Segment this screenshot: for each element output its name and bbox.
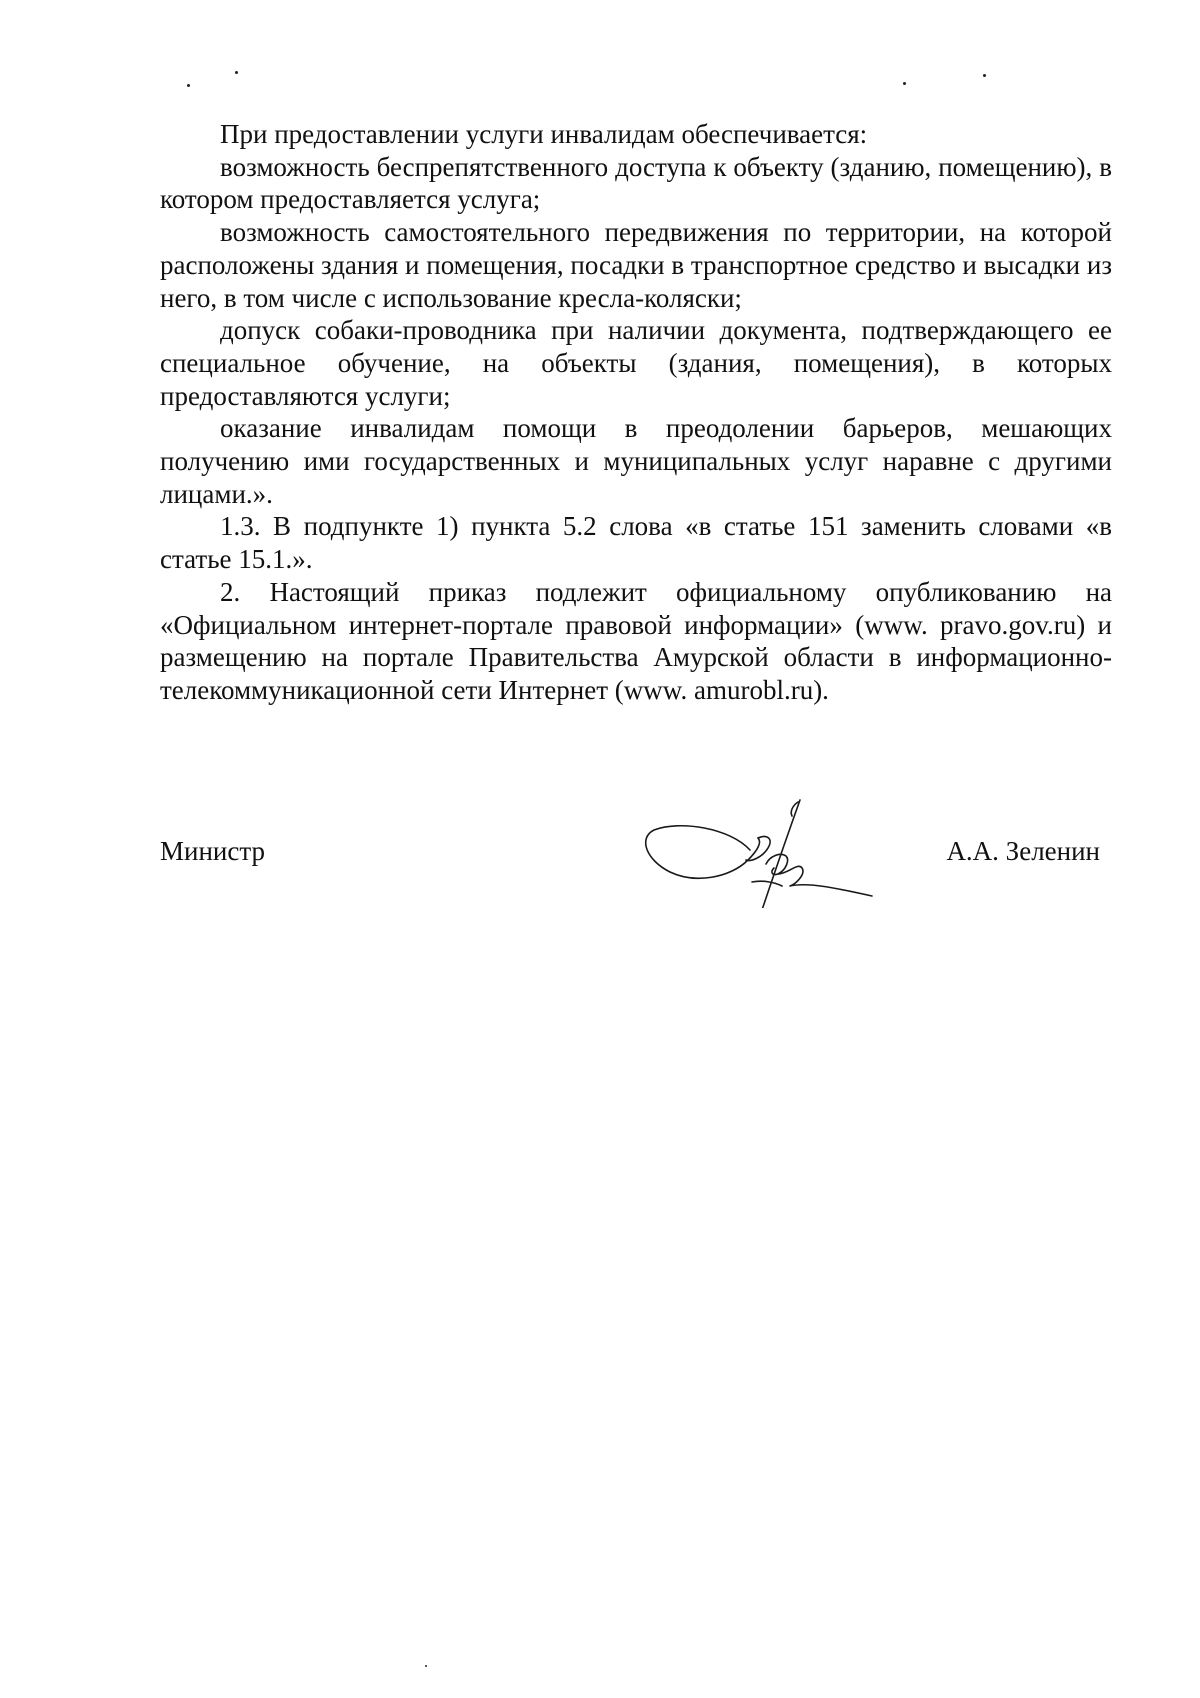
scan-speck xyxy=(187,84,190,87)
scan-speck xyxy=(983,74,986,77)
scan-speck xyxy=(903,82,906,85)
signer-name: А.А. Зеленин xyxy=(946,836,1100,866)
paragraph: оказание инвалидам помощи в преодолении барьеров, мешающих получению ими государственных и муниципальных услуг наравне с другими лицами.». xyxy=(160,413,1112,509)
paragraph: При предоставлении услуги инвалидам обеспечивается: xyxy=(220,119,868,149)
signature-block xyxy=(160,836,1112,876)
paragraph: 1.3. В подпункте 1) пункта 5.2 слова «в статье 151 заменить словами «в статье 15.1.». xyxy=(160,511,1112,575)
document-body xyxy=(160,118,1112,707)
paragraph: 2. Настоящий приказ подлежит официальному опубликованию на «Официальном интернет-портале правовой информации» (www. pravo.gov.ru) и размещению на портале Правительства Амурской области в информационно-телекоммуникационной сети Интернет (www. amurobl.ru). xyxy=(160,576,1112,705)
handwritten-signature xyxy=(640,798,880,908)
scan-speck xyxy=(235,71,238,74)
scan-speck xyxy=(425,1665,427,1667)
paragraph: возможность беспрепятственного доступа к объекту (зданию, помещению), в котором предоставляется услуга; xyxy=(160,151,1112,215)
signer-title: Министр xyxy=(160,836,265,866)
paragraph: возможность самостоятельного передвижения по территории, на которой расположены здания и помещения, посадки в транспортное средство и высадки из него, в том числе с использование кресла-коляски; xyxy=(160,217,1112,313)
paragraph: допуск собаки-проводника при наличии документа, подтверждающего ее специальное обучение, на объекты (здания, помещения), в которых предоставляются услуги; xyxy=(160,315,1112,411)
